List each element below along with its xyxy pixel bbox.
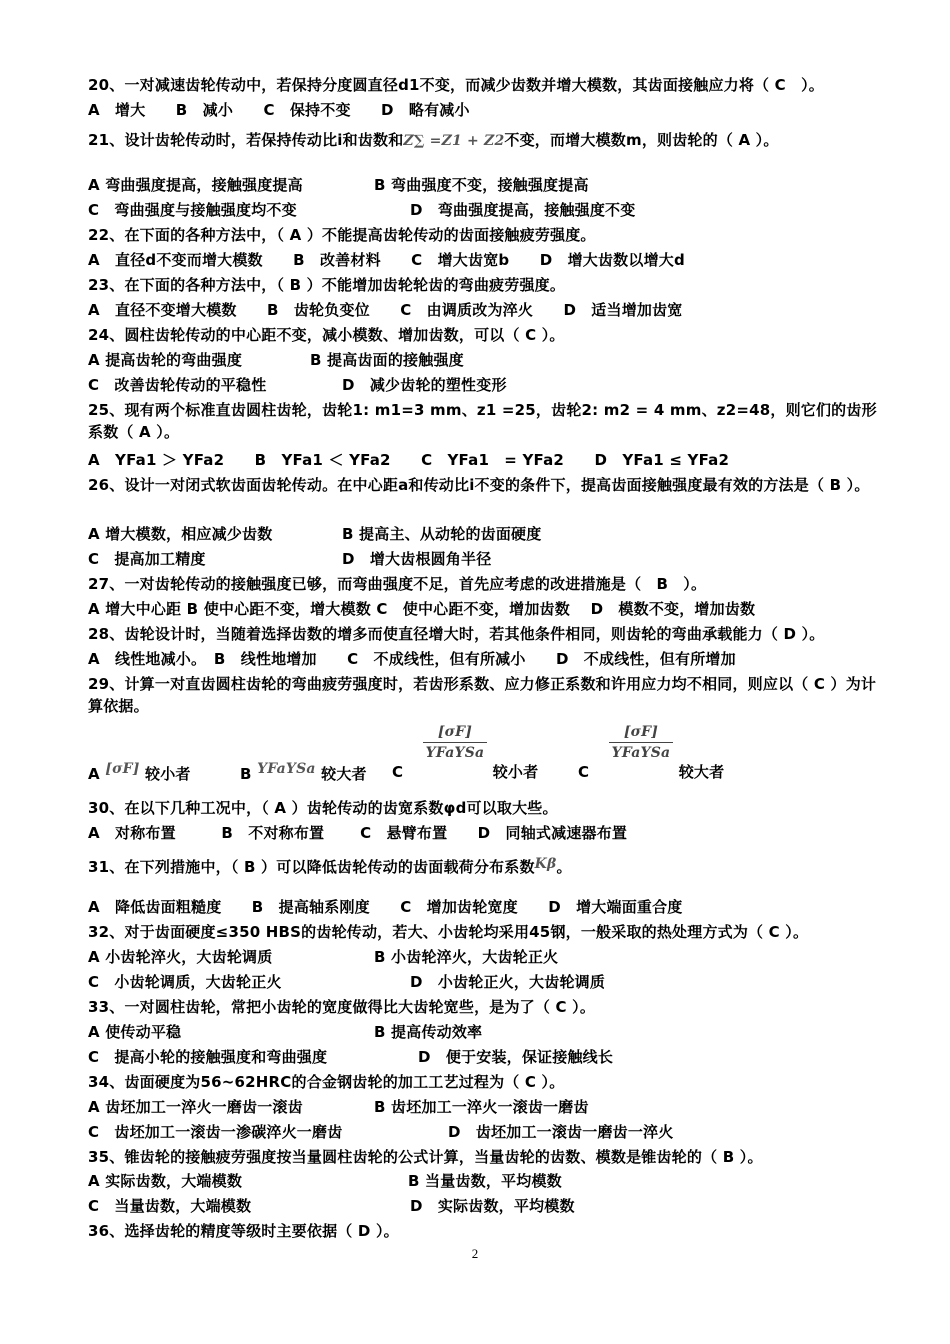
q32-options-cd (88, 971, 890, 993)
q30-stem: 30、在以下几种工况中，（ A ）齿轮传动的齿宽系数φd可以取大些。 (88, 799, 558, 817)
q32-option-d: D 小齿轮正火，大齿轮调质 (410, 973, 606, 991)
q21-option-a: A 弯曲强度提高，接触强度提高 (88, 176, 303, 194)
q33-option-d: D 便于安装，保证接触线长 (418, 1048, 614, 1066)
q32-option-a: A 小齿轮淬火，大齿轮调质 (88, 948, 273, 966)
q25-stem: 25、现有两个标准直齿圆柱齿轮，齿轮1: m1=3 mm、z1 =25，齿轮2: m2 = 4 mm、z2=48，则它们的齿形系数（ A ）。 (88, 401, 877, 441)
q21-stem-pre: 21、设计齿轮传动时，若保持传动比i和齿数和 (88, 131, 404, 149)
q26-stem: 26、设计一对闭式软齿面齿轮传动。在中心距a和传动比i不变的条件下，提高齿面接触强度最有效的方法是（ B ）。 (88, 476, 870, 494)
q23-stem: 23、在下面的各种方法中，（ B ）不能增加齿轮轮齿的弯曲疲劳强度。 (88, 276, 566, 294)
q34-options-ab (88, 1096, 890, 1118)
q26-option-a: A 增大模数，相应减少齿数 (88, 525, 273, 543)
q34-option-a: A 齿坯加工一淬火一磨齿一滚齿 (88, 1098, 303, 1116)
q29-stem: 29、计算一对直齿圆柱齿轮的弯曲疲劳强度时，若齿形系数、应力修正系数和许用应力均不相同，则应以（ C ）为计算依据。 (88, 675, 877, 715)
q21-option-d: D 弯曲强度提高，接触强度不变 (410, 201, 636, 219)
q34-stem: 34、齿面硬度为56~62HRC的合金钢齿轮的加工工艺过程为（ C ）。 (88, 1073, 565, 1091)
q32-option-b: B 小齿轮淬火，大齿轮正火 (374, 948, 559, 966)
q35-options-ab (88, 1170, 890, 1192)
q35-option-a: A 实际齿数，大端模数 (88, 1172, 243, 1190)
q29-option-a: A [σF] 较小者 (88, 761, 191, 783)
q26-option-d: D 增大齿根圆角半径 (342, 550, 492, 568)
q29-option-a-formula: [σF] (105, 761, 140, 777)
q24-option-d: D 减少齿轮的塑性变形 (342, 376, 507, 394)
q35-option-b: B 当量齿数，平均模数 (408, 1172, 562, 1190)
q21-options-cd (88, 199, 890, 221)
q35-options-cd (88, 1195, 890, 1217)
q29-option-c: C $\frac{[\sigma F]}{\text{YFaYSa}}$ 较小者 (392, 724, 539, 781)
q23-options: A 直径不变增大模数 B 齿轮负变位 C 由调质改为淬火 D 适当增加齿宽 (88, 301, 683, 319)
q25-options: A YFa1 ＞ YFa2 B YFa1 ＜ YFa2 C YFa1 = YFa2 D YFa1 ≤ YFa2 (88, 451, 730, 469)
q27-stem: 27、一对齿轮传动的接触强度已够，而弯曲强度不足，首先应考虑的改进措施是（ B ）。 (88, 575, 707, 593)
q24-option-a: A 提高齿轮的弯曲强度 (88, 351, 243, 369)
q20-stem: 20、一对减速齿轮传动中，若保持分度圆直径d1不变，而减少齿数并增大模数，其齿面接触应力将（ C ）。 (88, 76, 824, 94)
q35-stem: 35、锥齿轮的接触疲劳强度按当量圆柱齿轮的公式计算，当量齿轮的齿数、模数是锥齿轮的（ B ）。 (88, 1148, 763, 1166)
q22-stem: 22、在下面的各种方法中，（ A ）不能提高齿轮传动的齿面接触疲劳强度。 (88, 226, 596, 244)
q32-option-c: C 小齿轮调质，大齿轮正火 (88, 973, 282, 991)
q21-stem (88, 129, 890, 152)
q24-stem: 24、圆柱齿轮传动的中心距不变，减小模数、增加齿数，可以（ C ）。 (88, 326, 565, 344)
q20-options: A 增大 B 减小 C 保持不变 D 略有减小 (88, 101, 470, 119)
q26-options-cd (88, 548, 890, 570)
q34-options-cd (88, 1121, 890, 1143)
q29-option-b-formula: YFaYSa (257, 761, 316, 777)
page-number: 2 (471, 1246, 479, 1261)
q29-options (88, 722, 890, 784)
q21-formula: Z∑ =Z1 + Z2 (403, 133, 505, 149)
q32-options-ab (88, 946, 890, 968)
q33-stem: 33、一对圆柱齿轮，常把小齿轮的宽度做得比大齿轮宽些，是为了（ C ）。 (88, 998, 596, 1016)
q29-option-b: B YFaYSa 较大者 (240, 761, 367, 783)
q33-options-ab (88, 1021, 890, 1043)
q34-option-b: B 齿坯加工一淬火一滚齿一磨齿 (374, 1098, 589, 1116)
q28-options: A 线性地减小。 B 线性地增加 C 不成线性，但有所减小 D 不成线性，但有所增加 (88, 650, 736, 668)
q35-option-d: D 实际齿数，平均模数 (410, 1197, 575, 1215)
q21-options-ab (88, 174, 890, 196)
q24-options-ab (88, 349, 890, 371)
q31-options: A 降低齿面粗糙度 B 提高轴系刚度 C 增加齿轮宽度 D 增大端面重合度 (88, 898, 683, 916)
q21-option-c: C 弯曲强度与接触强度均不变 (88, 201, 297, 219)
q24-option-b: B 提高齿面的接触强度 (310, 351, 464, 369)
q30-options: A 对称布置 B 不对称布置 C 悬臂布置 D 同轴式减速器布置 (88, 824, 628, 842)
q26-option-c: C 提高加工精度 (88, 550, 206, 568)
q33-options-cd (88, 1046, 890, 1068)
q36-stem: 36、选择齿轮的精度等级时主要依据（ D ）。 (88, 1222, 399, 1240)
q27-options: A 增大中心距 B 使中心距不变，增大模数 C 使中心距不变，增加齿数 D 模数不变，增加齿数 (88, 600, 756, 618)
q34-option-c: C 齿坯加工一滚齿一渗碳淬火一磨齿 (88, 1123, 343, 1141)
q29-option-d-fraction: $\frac{[\sigma F]}{\text{YFaYSa}}$ (609, 722, 674, 763)
q33-option-c: C 提高小轮的接触强度和弯曲强度 (88, 1048, 328, 1066)
q28-stem: 28、齿轮设计时，当随着选择齿数的增多而使直径增大时，若其他条件相同，则齿轮的弯曲承载能力（ D ）。 (88, 625, 825, 643)
q26-option-b: B 提高主、从动轮的齿面硬度 (342, 525, 542, 543)
q26-options-ab (88, 523, 890, 545)
q33-option-a: A 使传动平稳 (88, 1023, 182, 1041)
q29-option-c-fraction: $\frac{[\sigma F]}{\text{YFaYSa}}$ (423, 722, 488, 763)
q35-option-c: C 当量齿数，大端模数 (88, 1197, 252, 1215)
q34-option-d: D 齿坯加工一滚齿一磨齿一淬火 (448, 1123, 674, 1141)
q24-option-c: C 改善齿轮传动的平稳性 (88, 376, 267, 394)
q21-stem-post: 不变，而增大模数m，则齿轮的（ A ）。 (504, 131, 779, 149)
q31-formula: Kβ (534, 856, 557, 872)
q29-option-d: C $\frac{[\sigma F]}{\text{YFaYSa}}$ 较大者 (578, 724, 725, 781)
q22-options: A 直径d不变而增大模数 B 改善材料 C 增大齿宽b D 增大齿数以增大d (88, 251, 685, 269)
q21-option-b: B 弯曲强度不变，接触强度提高 (374, 176, 589, 194)
q31-stem: 31、在下列措施中，（ B ）可以降低齿轮传动的齿面载荷分布系数Kβ。 (88, 856, 572, 876)
q32-stem: 32、对于齿面硬度≤350 HBS的齿轮传动，若大、小齿轮均采用45钢，一般采取的热处理方式为（ C ）。 (88, 923, 809, 941)
q33-option-b: B 提高传动效率 (374, 1023, 483, 1041)
q24-options-cd (88, 374, 890, 396)
